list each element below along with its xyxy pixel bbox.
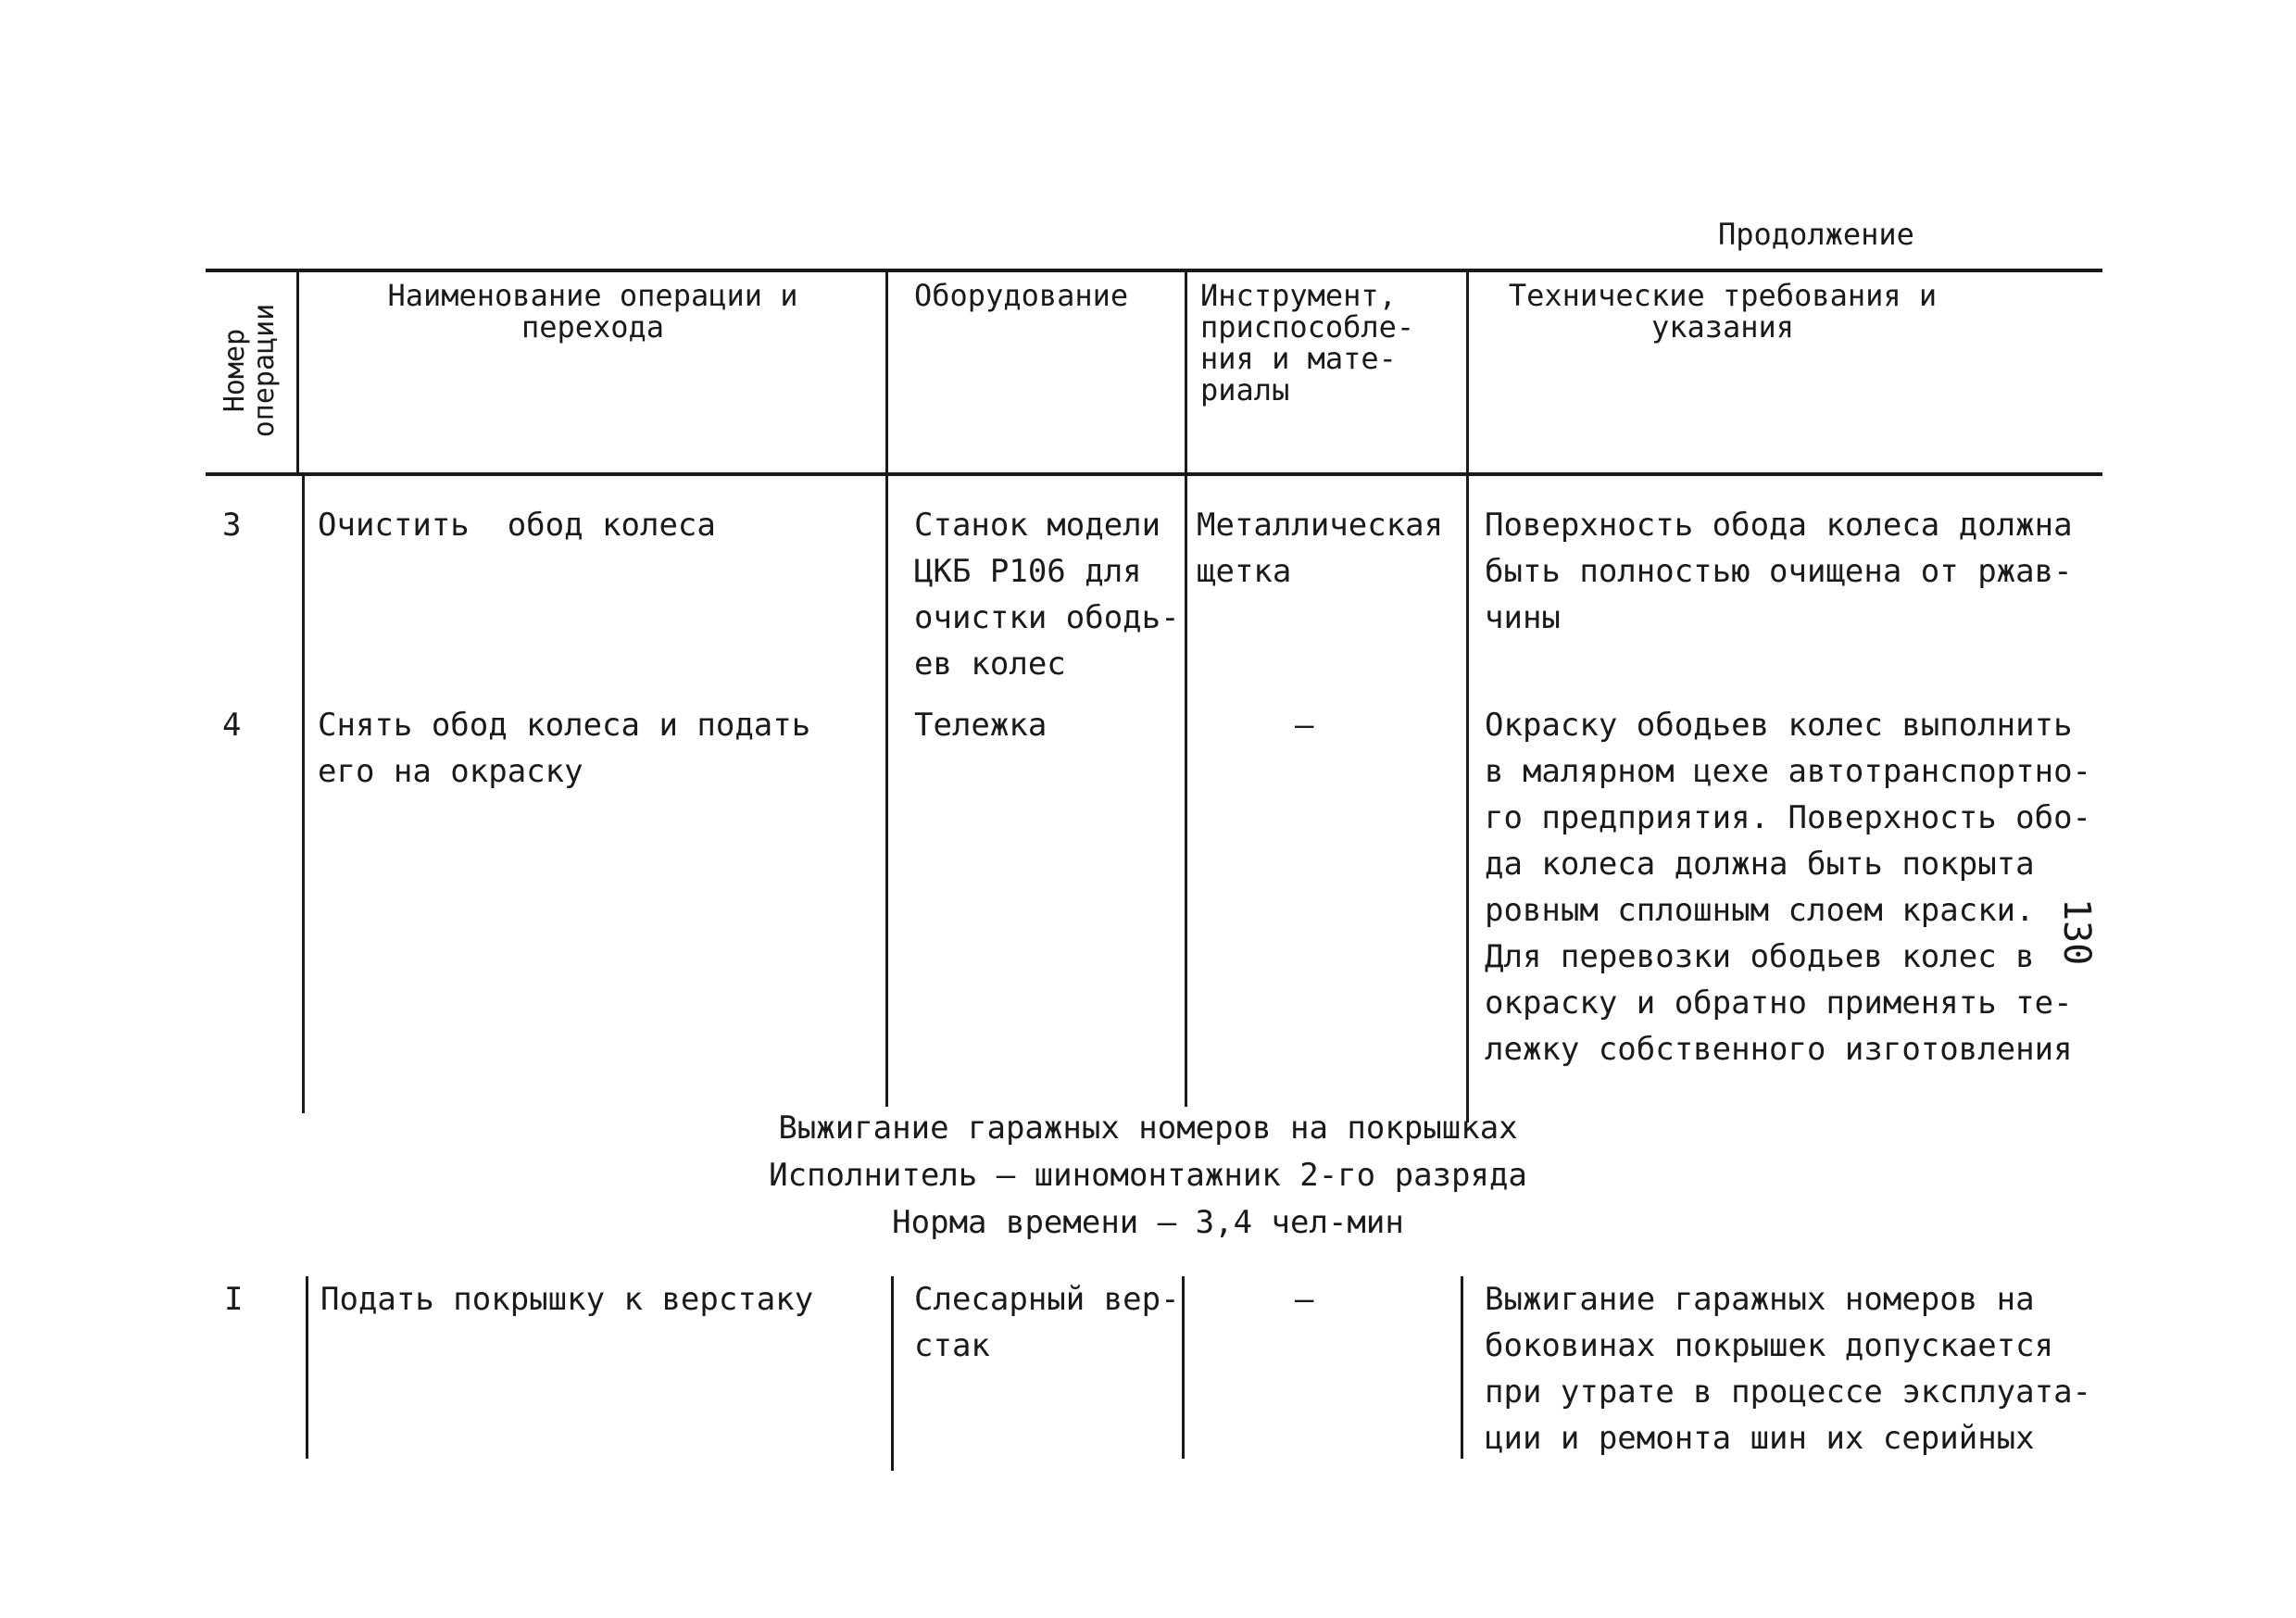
- col-divider-1: [296, 270, 299, 472]
- continuation-label: Продолжение: [1718, 217, 1914, 252]
- header-top-rule: [206, 269, 2102, 272]
- section-time-norm: Норма времени – 3,4 чел-мин: [892, 1204, 1404, 1241]
- row-requirements: Поверхность обода колеса должна быть полностью очищена от ржав- чины: [1485, 507, 2073, 636]
- section-performer: Исполнитель – шиномонтажник 2-го разряда: [769, 1157, 1527, 1194]
- row-number: I: [224, 1281, 244, 1318]
- header-bottom-rule: [206, 472, 2102, 476]
- col-divider-3: [1185, 270, 1187, 1107]
- row-requirements: Выжигание гаражных номеров на боковинах покрышек допускается при утрате в процессе эксплуата- ции и ремонта шин их серийных: [1485, 1281, 2092, 1457]
- col2-divider-3: [1182, 1276, 1185, 1459]
- row-tools: Металлическая щетка: [1197, 507, 1444, 590]
- row-number: 4: [222, 707, 242, 744]
- header-requirements: Технические требования и указания: [1508, 278, 1938, 345]
- row-requirements: Окраску ободьев колес выполнить в малярном цехе автотранспортно- го предприятия. Поверхность обо- да колеса должна быть покрыта ровным сплошным слоем краски. Для перевозки ободьев колес в окраску и обратно применять те- лежку собственного изготовления: [1485, 707, 2092, 1068]
- section-title: Выжигание гаражных номеров на покрышках: [778, 1110, 1518, 1147]
- row-tools: –: [1295, 707, 1314, 744]
- row-operation-name: Очистить обод колеса: [318, 507, 716, 544]
- row-number: 3: [222, 507, 242, 544]
- col2-divider-4: [1461, 1276, 1463, 1459]
- col-divider-4: [1466, 270, 1469, 1123]
- header-op-number: Номер операции: [219, 303, 281, 438]
- row-operation-name: Подать покрышку к верстаку: [320, 1281, 814, 1318]
- row-operation-name: Снять обод колеса и подать его на окраску: [318, 707, 811, 790]
- col2-divider-2: [891, 1276, 894, 1471]
- row-equipment: Слесарный вер- стак: [914, 1281, 1180, 1364]
- row-equipment: Тележка: [914, 707, 1048, 744]
- row-equipment: Станок модели ЦКБ Р106 для очистки ободь- ев колес: [914, 507, 1180, 683]
- header-equipment: Оборудование: [914, 278, 1129, 313]
- row-tools: –: [1295, 1281, 1314, 1318]
- col-divider-1-body: [302, 474, 305, 1113]
- page-number: 130: [2055, 898, 2098, 966]
- col-divider-2: [885, 270, 888, 1107]
- header-op-name: Наименование операции и перехода: [387, 278, 798, 345]
- header-tools: Инструмент, приспособле- ния и мате- риалы: [1200, 278, 1415, 408]
- col2-divider-1: [306, 1276, 308, 1459]
